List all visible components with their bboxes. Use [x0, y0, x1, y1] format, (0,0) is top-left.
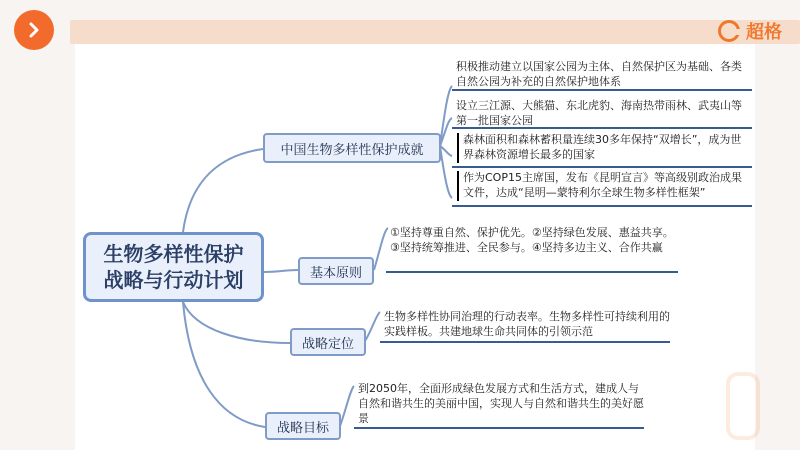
branch-node-achievements: 中国生物多样性保护成就	[263, 133, 441, 163]
brand-g-icon	[718, 20, 740, 42]
leaf-underline	[452, 89, 752, 91]
root-node	[83, 232, 264, 302]
leaf-underline	[452, 127, 752, 129]
branch-node-positioning: 战略定位	[290, 328, 366, 356]
leaf-achievement-4: 作为COP15主席国，发布《昆明宣言》等高级别政治成果文件，达成“昆明—蒙特利尔全球生物多样性框架”	[457, 171, 748, 201]
brand-name: 超格	[746, 22, 782, 43]
leaf-underline	[452, 205, 752, 207]
branch-node-principles: 基本原则	[298, 257, 374, 285]
leaf-underline	[386, 271, 678, 273]
leaf-positioning: 生物多样性协同治理的行动表率。生物多样性可持续利用的实践样板。共建地球生命共同体的引领示范	[384, 310, 670, 338]
leaf-achievement-2: 设立三江源、大熊猫、东北虎豹、海南热带雨林、武夷山等第一批国家公园	[456, 99, 742, 127]
next-slide-button[interactable]	[14, 10, 54, 50]
leaf-principles: ①坚持尊重自然、保护优先。②坚持绿色发展、惠益共享。③坚持统筹推进、全民参与。④坚持多边主义、合作共赢	[390, 226, 674, 254]
leaf-underline	[380, 341, 670, 343]
watermark-shape	[726, 372, 760, 440]
leaf-underline	[452, 166, 752, 168]
leaf-underline	[354, 427, 644, 429]
branch-node-goals: 战略目标	[265, 412, 341, 440]
title-strip	[70, 20, 800, 44]
leaf-achievement-1: 积极推动建立以国家公园为主体、自然保护区为基础、各类自然公园为补充的自然保护地体系	[456, 60, 742, 88]
root-title-line-1: 生物多样性保护	[103, 242, 244, 266]
chevron-right-icon	[25, 21, 43, 39]
root-title-line-2: 战略与行动计划	[103, 268, 244, 292]
leaf-achievement-3: 森林面积和森林蓄积量连续30多年保持“双增长”，成为世界森林资源增长最多的国家	[457, 133, 748, 163]
brand-logo	[718, 18, 782, 44]
leaf-goals: 到2050年，全面形成绿色发展方式和生活方式，建成人与自然和谐共生的美丽中国，实现人与自然和谐共生的美好愿景	[358, 382, 644, 425]
